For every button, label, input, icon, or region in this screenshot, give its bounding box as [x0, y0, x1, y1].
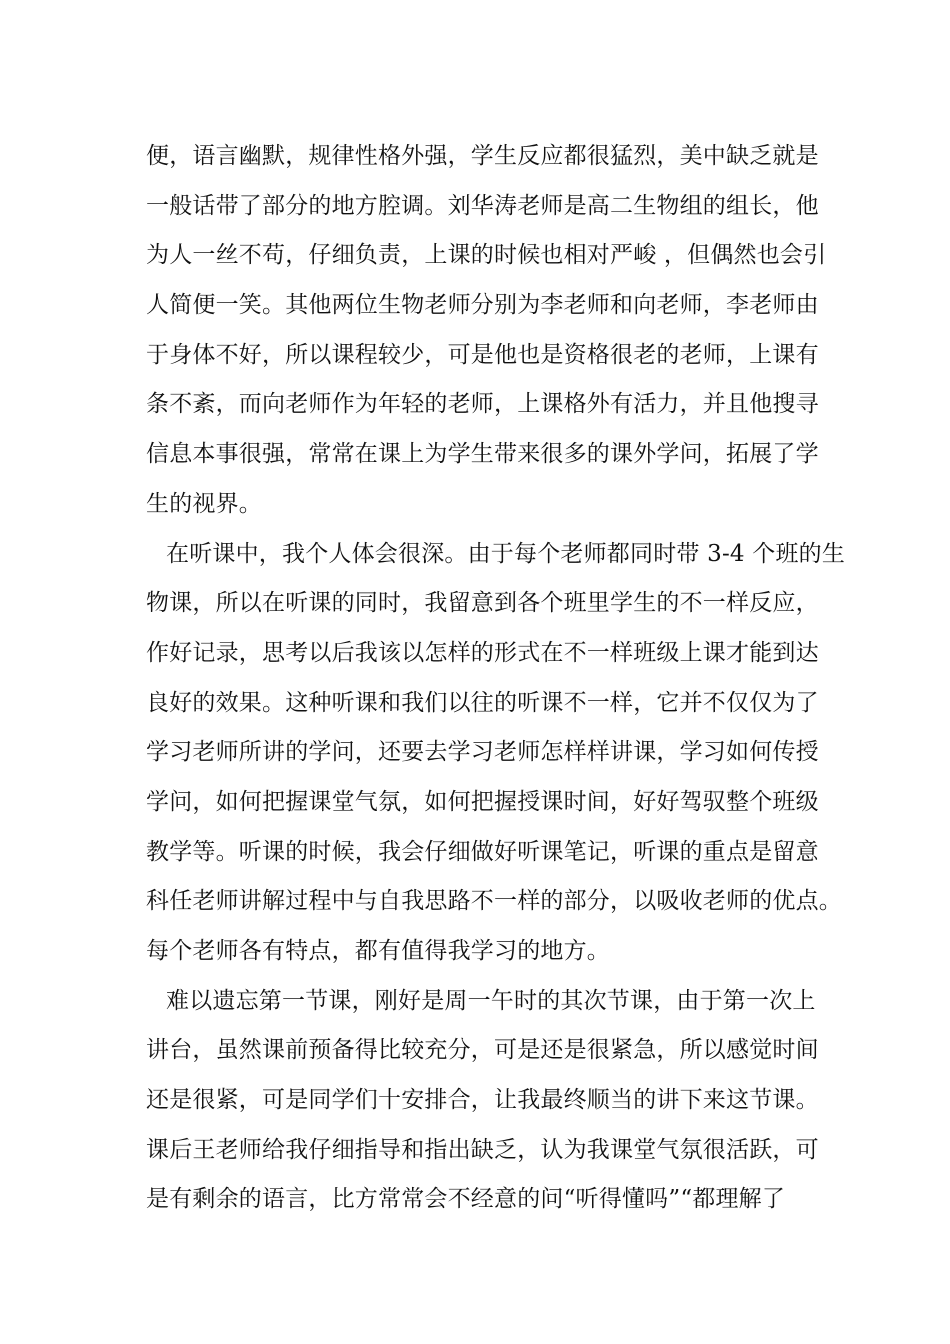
text-line: 每个老师各有特点，都有值得我学习的地方。 [146, 938, 610, 964]
text-line: 学习老师所讲的学问，还要去学习老师怎样样讲课，学习如何传授 [146, 739, 819, 766]
text-line: 教学等。听课的时候，我会仔细做好听课笔记，听课的重点是留意 [146, 838, 819, 865]
text-line: 科任老师讲解过程中与自我思路不一样的部分，以吸收老师的优点。 [146, 888, 842, 915]
text-line: 在听课中，我个人体会很深。由于每个老师都同时带 3-4 个班的生 [166, 540, 846, 567]
text-line: 作好记录，思考以后我该以怎样的形式在不一样班级上课才能到达 [146, 639, 819, 666]
text-line: 难以遗忘第一节课，刚好是周一午时的其次节课，由于第一次上 [166, 987, 816, 1014]
text-line: 良好的效果。这种听课和我们以往的听课不一样，它并不仅仅为了 [146, 689, 819, 716]
text-line: 物课，所以在听课的同时，我留意到各个班里学生的不一样反应， [146, 590, 819, 617]
text-line: 讲台，虽然课前预备得比较充分，可是还是很紧急，所以感觉时间 [146, 1037, 819, 1064]
body-text [146, 132, 846, 1225]
text-line: 为人一丝不苟，仔细负责，上课的时候也相对严峻 ，但偶然也会引 [146, 242, 827, 269]
text-line: 生的视界。 [146, 490, 262, 517]
text-line: 信息本事很强，常常在课上为学生带来很多的课外学问，拓展了学 [146, 441, 819, 468]
text-line: 便，语言幽默，规律性格外强，学生反应都很猛烈，美中缺乏就是 [146, 143, 819, 169]
text-line: 条不紊，而向老师作为年轻的老师，上课格外有活力，并且他搜寻 [146, 391, 819, 418]
text-line: 一般话带了部分的地方腔调。刘华涛老师是高二生物组的组长，他 [146, 192, 819, 219]
text-line: 课后王老师给我仔细指导和指出缺乏，认为我课堂气氛很活跃，可 [146, 1136, 819, 1163]
text-line: 学问，如何把握课堂气氛，如何把握授课时间，好好驾驭整个班级 [146, 788, 819, 815]
text-line: 还是很紧，可是同学们十安排合，让我最终顺当的讲下来这节课。 [146, 1087, 819, 1114]
text-line: 人简便一笑。其他两位生物老师分别为李老师和向老师，李老师由 [146, 292, 819, 319]
text-line: 于身体不好，所以课程较少，可是他也是资格很老的老师，上课有 [146, 341, 819, 368]
text-line: 是有剩余的语言，比方常常会不经意的问“听得懂吗”“都理解了 [146, 1186, 786, 1213]
